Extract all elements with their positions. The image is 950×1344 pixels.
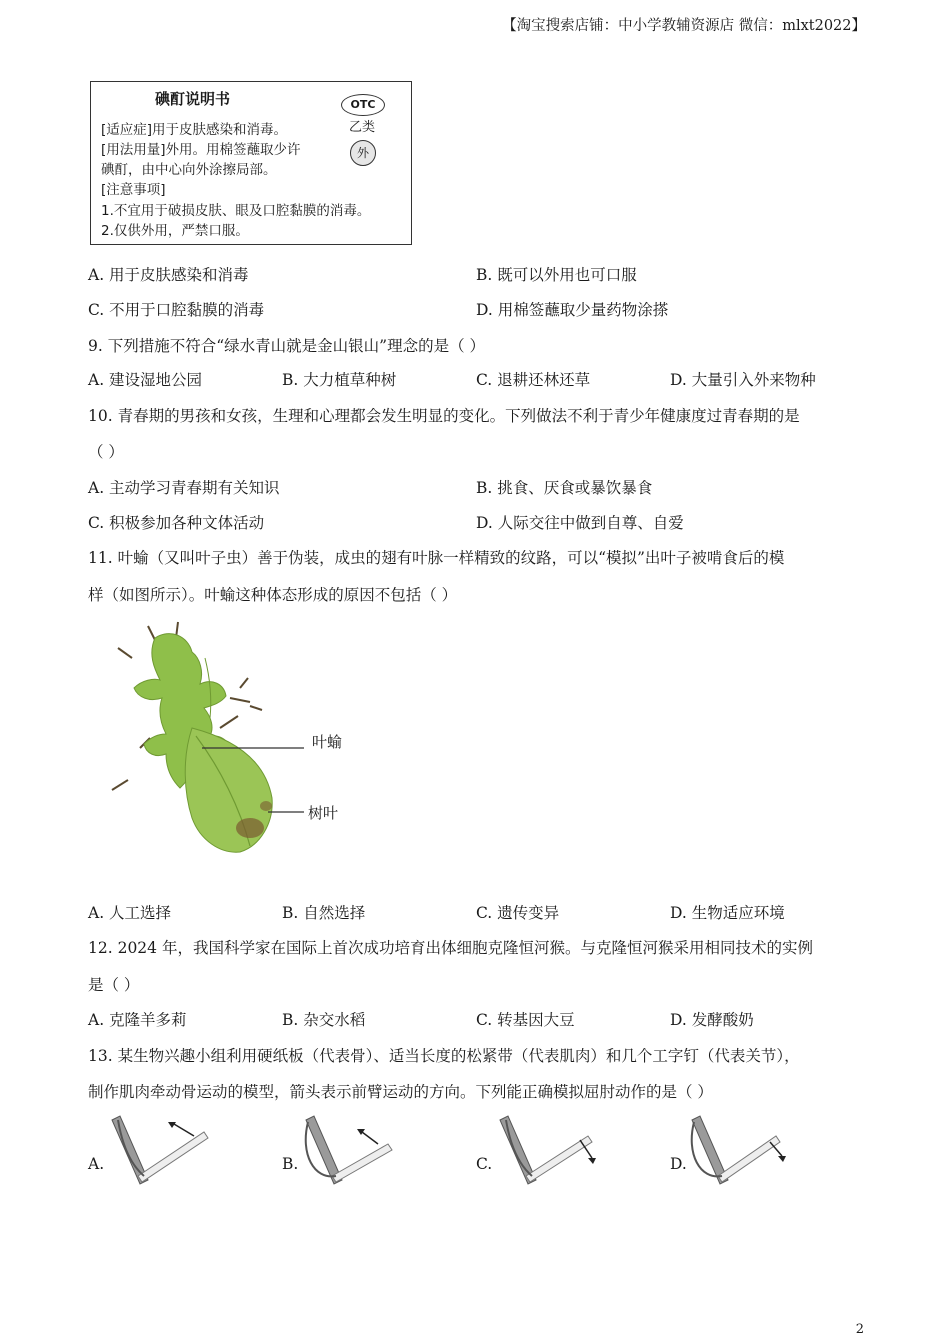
q10-option-a: A. 主动学习青春期有关知识 [88,479,280,497]
q12-option-d: D. 发酵酸奶 [670,1011,754,1029]
q9-stem: 9. 下列措施不符合“绿水青山就是金山银山”理念的是（ ） [88,337,485,355]
medicine-instruction-box [90,81,412,245]
q10-option-d: D. 人际交往中做到自尊、自爱 [476,514,684,532]
q13-model-a [108,1114,212,1186]
q10-stem: 10. 青春期的男孩和女孩，生理和心理都会发生明显的变化。下列做法不利于青少年健康度过青春期的是 [88,407,800,425]
page-number: 2 [855,1322,864,1337]
q12-stem-cont: 是（ ） [88,976,140,994]
q9-option-d: D. 大量引入外来物种 [670,371,816,389]
q9-option-b: B. 大力植草种树 [282,371,397,389]
q13-model-c [496,1114,600,1186]
q8-option-c: C. 不用于口腔黏膜的消毒 [88,301,265,319]
q11-option-a: A. 人工选择 [88,904,172,922]
leaf-damage-spot [236,818,264,838]
medicine-line: 2.仅供外用，严禁口服。 [101,223,249,239]
q13-stem: 13. 某生物兴趣小组利用硬纸板（代表骨）、适当长度的松紧带（代表肌肉）和几个工字钉（代表关节）， [88,1047,800,1065]
otc-badge: OTC [341,94,385,116]
q8-option-b: B. 既可以外用也可口服 [476,266,637,284]
q9-option-a: A. 建设湿地公园 [88,371,203,389]
q13-option-b: B. [282,1155,299,1173]
q12-stem: 12. 2024 年，我国科学家在国际上首次成功培育出体细胞克隆恒河猴。与克隆恒河猴采用相同技术的实例 [88,939,813,957]
label-tree-leaf: 树叶 [308,804,339,822]
q9-option-c: C. 退耕还林还草 [476,371,591,389]
medicine-line: 1.不宜用于破损皮肤、眼及口腔黏膜的消毒。 [101,203,371,219]
medicine-line: 碘酊，由中心向外涂擦局部。 [101,162,277,178]
q13-option-c: C. [476,1155,493,1173]
q13-option-a: A. [88,1155,105,1173]
q13-stem-cont: 制作肌肉牵动骨运动的模型，箭头表示前臂运动的方向。下列能正确模拟屈肘动作的是（ ） [88,1083,713,1101]
leaf-damage-spot [260,801,272,811]
medicine-line: [适应症]用于皮肤感染和消毒。 [101,122,288,138]
q11-option-c: C. 遗传变异 [476,904,560,922]
q10-option-c: C. 积极参加各种文体活动 [88,514,265,532]
q11-stem: 11. 叶蝓（又叫叶子虫）善于伪装，成虫的翅有叶脉一样精致的纹路，可以“模拟”出叶子被啃食后的模 [88,549,785,567]
otc-class: 乙类 [349,120,376,135]
q12-option-a: A. 克隆羊多莉 [88,1011,187,1029]
q13-model-b [302,1114,406,1186]
q10-option-b: B. 挑食、厌食或暴饮暴食 [476,479,653,497]
external-use-icon: 外 [350,140,376,166]
q13-model-d [688,1114,792,1186]
page-header: 【淘宝搜索店铺：中小学教辅资源店 微信：mlxt2022】 [502,18,866,34]
label-leaf-insect: 叶蝓 [312,733,343,751]
medicine-line: [注意事项] [101,182,166,198]
q12-option-b: B. 杂交水稻 [282,1011,366,1029]
q10-stem-cont: （ ） [88,443,124,461]
q11-option-d: D. 生物适应环境 [670,904,785,922]
q8-option-d: D. 用棉签蘸取少量药物涂搽 [476,301,669,319]
q13-option-d: D. [670,1155,687,1173]
q8-option-a: A. 用于皮肤感染和消毒 [88,266,249,284]
medicine-line: [用法用量]外用。用棉签蘸取少许 [101,142,301,158]
q11-option-b: B. 自然选择 [282,904,366,922]
medicine-title: 碘酊说明书 [155,90,231,108]
q12-option-c: C. 转基因大豆 [476,1011,575,1029]
q11-stem-cont: 样（如图所示）。叶蝓这种体态形成的原因不包括（ ） [88,586,458,604]
